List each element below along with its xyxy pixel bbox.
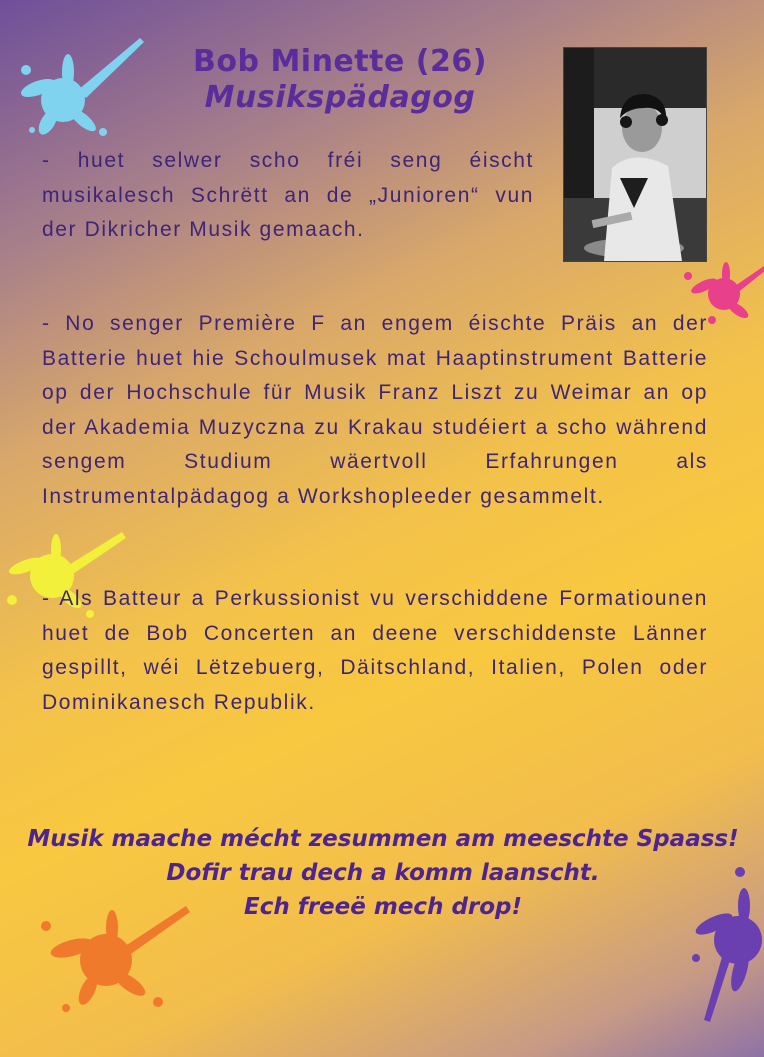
- blue-paint-splat-icon: [8, 30, 148, 150]
- paragraph-education: - No senger Première F an engem éischte Präis an der Batterie huet hie Schoulmusek mat Haaptinstrument Batterie op der Hochschule für Musik Franz Liszt zu Weimar an op der Akademia Muzyczna zu Krakau studéiert a scho während sengem Studium wäertvoll Erfahrungen als Instrumentalpädagog a Workshopleeder gesammelt.: [42, 312, 708, 508]
- paragraph-early-music: - huet selwer scho fréi seng éischt musikalesch Schrëtt an de „Junioren“ vun der Dikricher Musik gemaach.: [42, 149, 534, 241]
- closing-line-2: Dofir trau dech a komm laanscht.: [166, 860, 600, 886]
- paragraph-performances: - Als Batteur a Perkussionist vu verschiddene Formatiounen huet de Bob Concerten an deene verschiddenste Länner gespillt, wéi Lëtzebuerg, Däitschland, Italien, Polen oder Dominikanesch Republik.: [42, 587, 708, 714]
- page-title-name: Bob Minette (26): [193, 44, 487, 79]
- closing-line-3: Ech freeë mech drop!: [243, 894, 523, 920]
- portrait-photo: [564, 48, 706, 261]
- page-subtitle-role: Musikspädagog: [204, 80, 476, 115]
- closing-line-1: Musik maache mécht zesummen am meeschte Spaass!: [27, 826, 739, 852]
